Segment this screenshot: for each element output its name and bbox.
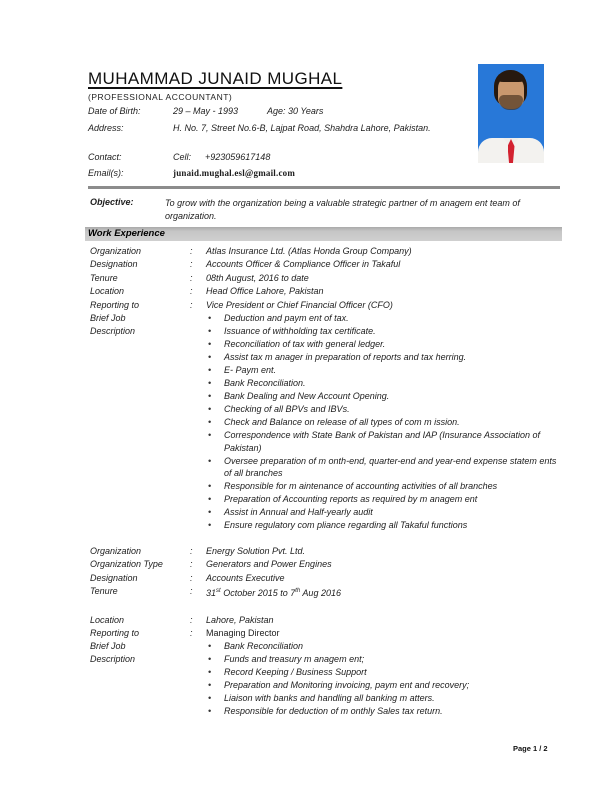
detail-row: [88, 558, 562, 571]
bullet-text: E- Paym ent.: [224, 364, 277, 375]
portrait-photo: [478, 64, 544, 163]
page-number: Page 1 / 2: [513, 744, 548, 753]
bullet-item: [208, 506, 562, 519]
bullet-text: Correspondence with State Bank of Pakistan and IAP (Insurance Association of Pakistan): [224, 429, 541, 453]
bullet-icon: [208, 338, 224, 351]
bullet-item: [208, 364, 562, 377]
contact-label: Contact:: [88, 152, 122, 162]
bullet-text: Issuance of withholding tax certificate.: [224, 326, 376, 337]
bullet-item: [208, 351, 562, 364]
bullet-icon: [208, 493, 224, 506]
bullet-text: Responsible for deduction of m onthly Sales tax return.: [224, 706, 443, 717]
row-colon: :: [190, 286, 193, 297]
bullet-icon: [208, 416, 224, 429]
bullet-text: Deduction and paym ent of tax.: [224, 313, 349, 324]
photo-beard-shape: [499, 95, 523, 110]
bullet-text: Responsible for m aintenance of accounting activities of all branches: [224, 481, 498, 492]
objective-text: To grow with the organization being a valuable strategic partner of m anagem ent team of organization.: [165, 198, 520, 221]
address-label: Address:: [88, 123, 124, 133]
row-value: Energy Solution Pvt. Ltd.: [206, 546, 306, 556]
bullet-text: Preparation and Monitoring invoicing, paym ent and recovery;: [224, 680, 470, 691]
bullet-item: [208, 640, 562, 653]
tenure-value: [206, 585, 562, 600]
brief-job-label: [88, 640, 208, 718]
bullet-icon: [208, 506, 224, 519]
tenure-sup1: st: [216, 588, 221, 595]
row-colon: :: [190, 559, 193, 570]
row-value: Accounts Executive: [206, 572, 285, 583]
tenure-sup2: th: [295, 588, 301, 595]
row-label: Designation: [90, 572, 138, 583]
contact-row: [88, 151, 270, 163]
row-label: Organization: [90, 246, 142, 256]
bullet-icon: [208, 705, 224, 718]
dob-row: [88, 105, 323, 117]
bullet-item: [208, 480, 562, 493]
row-value: Atlas Insurance Ltd. (Atlas Honda Group Company): [206, 246, 412, 256]
age-value: Age: 30 Years: [267, 106, 324, 116]
bullet-text: Record Keeping / Business Support: [224, 667, 367, 678]
row-label: Reporting to: [90, 299, 140, 310]
address-value: H. No. 7, Street No.6-B, Lajpat Road, Shahdra Lahore, Pakistan.: [173, 123, 431, 133]
bullet-text: Bank Reconciliation: [224, 641, 304, 652]
bullet-icon: [208, 312, 224, 325]
bullet-text: Bank Reconciliation.: [224, 377, 306, 388]
row-value: Managing Director: [206, 628, 280, 639]
bullet-icon: [208, 377, 224, 390]
bullet-item: [208, 692, 562, 705]
bullet-item: [208, 338, 562, 351]
bullet-icon: [208, 364, 224, 377]
bullet-item: [208, 312, 562, 325]
row-value: Generators and Power Engines: [206, 559, 332, 570]
bullet-icon: [208, 325, 224, 338]
tenure-post: Aug 2016: [300, 588, 341, 599]
cell-value: +923059617148: [205, 152, 271, 162]
row-colon: :: [190, 572, 193, 583]
row-colon: :: [190, 259, 193, 270]
row-value: Lahore, Pakistan: [206, 614, 274, 625]
email-row: [88, 167, 295, 179]
bullet-item: [208, 679, 562, 692]
row-label: Organization Type: [90, 559, 163, 570]
brief-job-label: [88, 312, 208, 532]
row-label: Location: [90, 614, 125, 625]
brief-job-description: [88, 312, 562, 532]
detail-row: [88, 285, 562, 298]
bullet-item: [208, 705, 562, 718]
detail-row: [88, 614, 562, 627]
row-value: 08th August, 2016 to date: [206, 272, 309, 283]
brief-label-line1: Brief Job: [90, 641, 126, 652]
brief-label-line1: Brief Job: [90, 313, 126, 324]
bullet-text: Funds and treasury m anagem ent;: [224, 654, 365, 665]
brief-job-description: [88, 640, 562, 718]
candidate-title: (PROFESSIONAL ACCOUNTANT): [88, 92, 233, 102]
bullet-text: Ensure regulatory com pliance regarding all Takaful functions: [224, 520, 468, 531]
row-colon: :: [190, 628, 193, 639]
detail-row: [88, 545, 562, 558]
bullet-item: [208, 653, 562, 666]
row-colon: :: [190, 546, 193, 556]
bullet-icon: [208, 480, 224, 493]
bullet-icon: [208, 692, 224, 705]
row-label: Location: [90, 286, 125, 297]
bullet-item: [208, 377, 562, 390]
row-colon: :: [190, 299, 193, 310]
job-block-energy-solution: [88, 545, 562, 718]
detail-row: [88, 245, 562, 258]
detail-row-tenure: [88, 585, 562, 600]
address-row: [88, 122, 431, 134]
row-label: Organization: [90, 546, 142, 556]
bullet-item: [208, 519, 562, 532]
row-label: Tenure: [90, 272, 118, 283]
row-label: Designation: [90, 259, 138, 270]
bullet-item: [208, 325, 562, 338]
bullet-item: [208, 390, 562, 403]
bullet-icon: [208, 640, 224, 653]
bullet-icon: [208, 429, 224, 455]
dob-label: Date of Birth:: [88, 106, 141, 116]
row-value: Accounts Officer & Compliance Officer in Takaful: [206, 259, 401, 270]
row-colon: :: [190, 246, 193, 256]
bullet-icon: [208, 390, 224, 403]
divider-line: [88, 186, 560, 189]
bullet-icon: [208, 455, 224, 481]
blank-spacer: [88, 601, 562, 614]
tenure-pre: 31: [206, 588, 217, 599]
bullet-icon: [208, 351, 224, 364]
cell-label: Cell:: [173, 152, 192, 162]
brief-label-line2: Description: [90, 325, 136, 336]
detail-row: [88, 299, 562, 312]
bullet-text: Bank Dealing and New Account Opening.: [224, 390, 390, 401]
row-colon: :: [190, 614, 193, 625]
job-bullet-list: [208, 312, 562, 532]
row-colon: :: [190, 586, 193, 597]
row-value: Vice President or Chief Financial Officer (CFO): [206, 299, 393, 310]
email-value: junaid.mughal.esl@gmail.com: [173, 168, 296, 178]
bullet-icon: [208, 653, 224, 666]
row-label: Reporting to: [90, 628, 140, 639]
detail-row: [88, 572, 562, 585]
tenure-mid: October 2015 to 7: [220, 588, 296, 599]
bullet-text: Assist in Annual and Half-yearly audit: [224, 507, 373, 518]
bullet-icon: [208, 519, 224, 532]
row-colon: :: [190, 272, 193, 283]
bullet-text: Reconciliation of tax with general ledger.: [224, 339, 386, 349]
bullet-icon: [208, 679, 224, 692]
bullet-item: [208, 493, 562, 506]
bullet-item: [208, 666, 562, 679]
bullet-item: [208, 429, 562, 455]
bullet-item: [208, 416, 562, 429]
dob-value: 29 – May - 1993: [173, 106, 239, 116]
bullet-icon: [208, 666, 224, 679]
photo-hair-fringe-shape: [497, 73, 525, 82]
objective-label: Objective:: [90, 197, 134, 207]
bullet-text: Oversee preparation of m onth-end, quarter-end and year-end expense statem ents of all branches: [224, 455, 557, 479]
bullet-item: [208, 455, 562, 481]
bullet-text: Liaison with banks and handling all banking m atters.: [224, 693, 435, 704]
candidate-name: MUHAMMAD JUNAID MUGHAL: [88, 69, 343, 88]
job-bullet-list: [208, 640, 562, 718]
bullet-item: [208, 403, 562, 416]
detail-row: [88, 627, 562, 640]
detail-row: [88, 272, 562, 285]
work-experience-heading: Work Experience: [85, 227, 562, 241]
detail-row: [88, 258, 562, 271]
bullet-text: Check and Balance on release of all types of com m ission.: [224, 416, 460, 427]
brief-label-line2: Description: [90, 654, 136, 665]
row-label: Tenure: [90, 586, 118, 597]
job-block-atlas-insurance: [88, 245, 562, 532]
objective-section: [88, 197, 565, 223]
bullet-icon: [208, 403, 224, 416]
bullet-text: Checking of all BPVs and IBVs.: [224, 403, 350, 414]
bullet-text: Preparation of Accounting reports as required by m anagem ent: [224, 494, 478, 505]
row-value: Head Office Lahore, Pakistan: [206, 286, 324, 297]
bullet-text: Assist tax m anager in preparation of reports and tax herring.: [224, 351, 467, 362]
email-label: Email(s):: [88, 168, 124, 178]
